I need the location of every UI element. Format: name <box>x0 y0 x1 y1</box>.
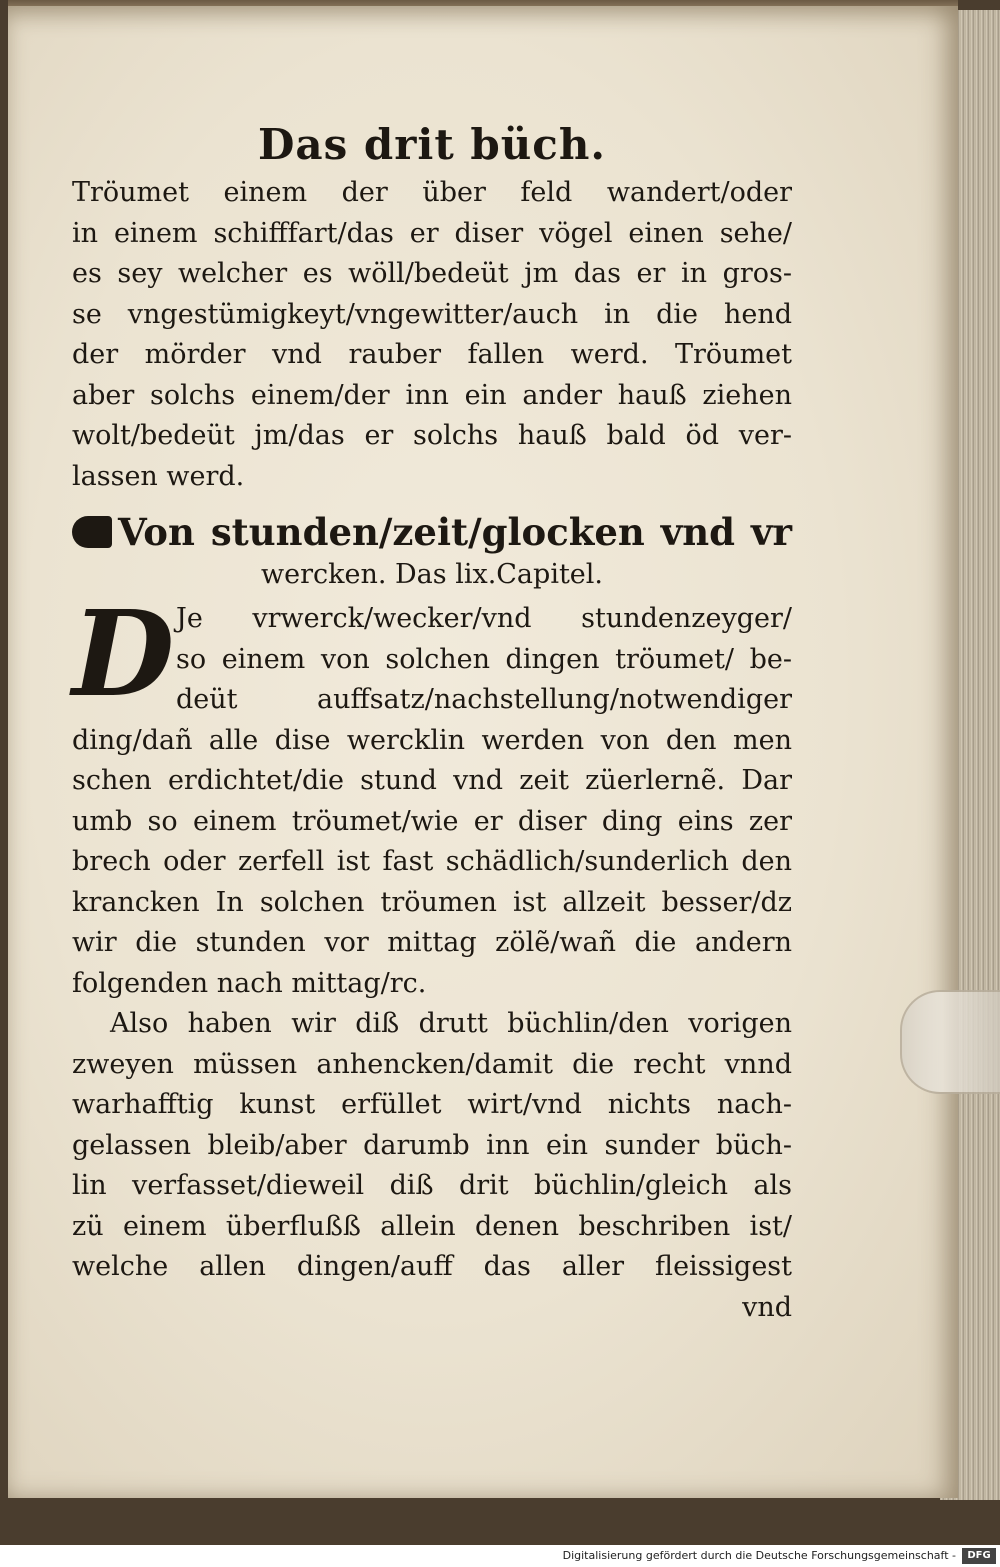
catchword: vnd <box>742 1291 792 1323</box>
text-line: lassen werd. <box>72 460 245 492</box>
text-line: brech oder zerfell ist fast schädlich/sunderlich den <box>72 846 792 877</box>
text-line: aber solchs einem/der inn ein ander hauß ziehen <box>72 379 792 411</box>
paragraph-2 <box>72 584 792 1004</box>
funding-credit: Digitalisierung gefördert durch die Deutsche Forschungsgemeinschaft - <box>562 1549 956 1562</box>
paragraph-3 <box>72 1004 792 1328</box>
text-line: Je vrwerck/wecker/vnd stundenzeyger/ <box>176 603 792 634</box>
running-head: Das drit büch. <box>257 120 606 169</box>
text-line: umb so einem tröumet/wie er diser ding eins zer <box>72 805 792 837</box>
text-line: zweyen müssen anhencken/damit die recht vnnd <box>72 1048 792 1080</box>
text-line: wir die stunden vor mittag zölẽ/wañ die andern <box>72 927 792 958</box>
text-line: deüt auffsatz/nachstellung/notwendiger <box>176 684 792 715</box>
drop-cap-initial: D <box>72 584 175 723</box>
text-line: se vngestümigkeyt/vngewitter/auch in die hend <box>72 298 792 330</box>
text-line: welche allen dingen/auff das aller fleissigest <box>72 1251 792 1282</box>
text-line: in einem schifffart/das er diser vögel einen sehe/ <box>72 217 792 249</box>
paragraph-1 <box>72 173 792 497</box>
text-line: Also haben wir diß drutt büchlin/den vorigen <box>110 1008 792 1039</box>
text-line: es sey welcher es wöll/bedeüt jm das er in gros- <box>72 258 792 289</box>
text-line: lin verfasset/dieweil diß drit büchlin/gleich als <box>72 1170 792 1201</box>
text-line: ding/dañ alle dise wercklin werden von den men <box>72 724 792 756</box>
text-line: krancken In solchen tröumen ist allzeit besser/dz <box>72 886 792 918</box>
pilcrow-mark <box>72 516 112 548</box>
text-line: schen erdichtet/die stund vnd zeit züerlernẽ. Dar <box>72 765 792 796</box>
text-line: gelassen bleib/aber darumb inn ein sunder büch- <box>72 1129 792 1161</box>
page-text <box>72 120 792 1328</box>
text-line: Tröumet einem der über feld wandert/oder <box>72 177 792 208</box>
text-line: folgenden nach mittag/rc. <box>72 967 427 999</box>
bookmark-tab <box>900 990 1000 1094</box>
text-line: zü einem überflußß allein denen beschriben ist/ <box>72 1210 792 1242</box>
text-line: der mörder vnd rauber fallen werd. Tröumet <box>72 339 792 370</box>
footer-bar <box>0 1545 1000 1567</box>
dfg-logo: DFG <box>962 1548 996 1564</box>
text-line: wolt/bedeüt jm/das er solchs hauß bald öd ver- <box>72 420 792 451</box>
chapter-subtitle: wercken. Das lix.Capitel. <box>261 559 603 590</box>
text-line: so einem von solchen dingen tröumet/ be- <box>176 643 792 675</box>
chapter-heading <box>72 509 792 595</box>
text-line: warhafftig kunst erfüllet wirt/vnd nichts nach- <box>72 1089 792 1120</box>
chapter-title: Von stunden/zeit/glocken vnd vr <box>118 510 792 554</box>
